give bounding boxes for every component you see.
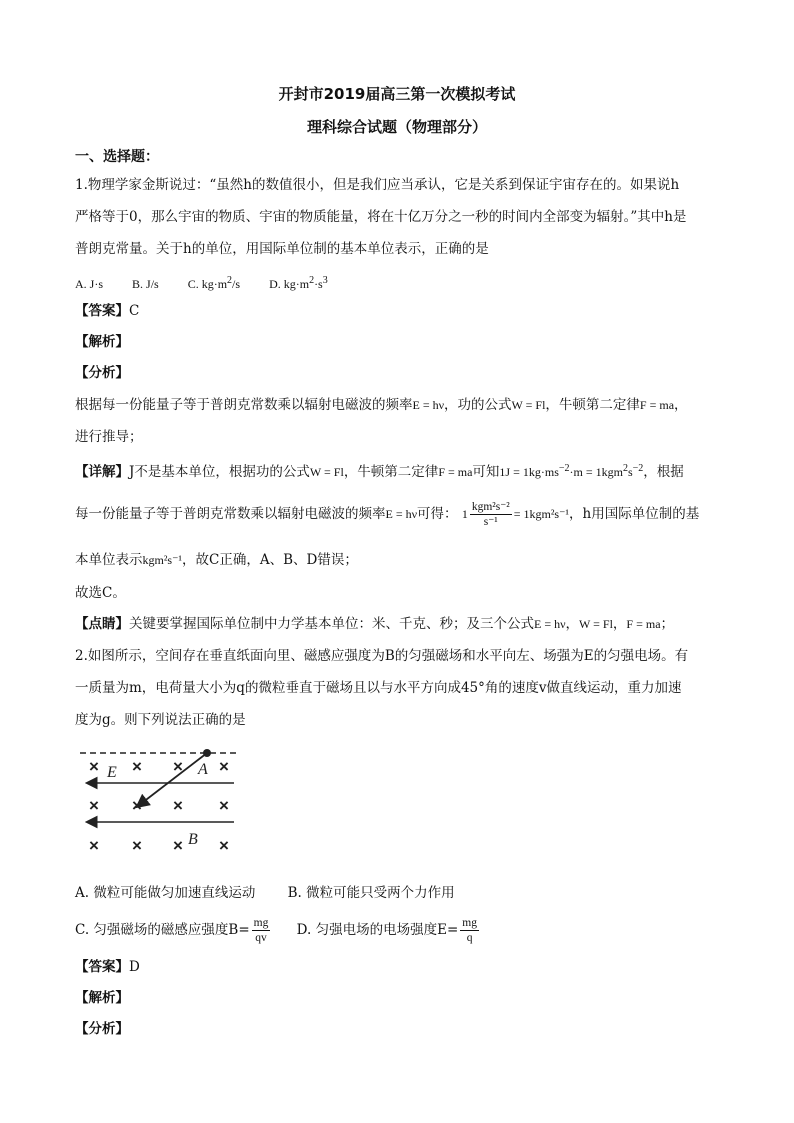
q1-unit-fraction: $\frac{\text{kgm²s⁻²}}{\text{s⁻¹}}$ xyxy=(471,501,510,528)
cross-mark: × xyxy=(89,836,99,855)
q1-conclusion: 故选C。 xyxy=(75,585,126,601)
q1-stem-line2: 严格等于0，那么宇宙的物质、宇宙的物质能量，将在十亿万分之一秒的时间内全部变为辐射。”其中h是 xyxy=(75,209,687,225)
q2-analysis-tag: 【解析】 xyxy=(75,990,129,1006)
q1-option-c: C. $kg\cdot m^2/s$ xyxy=(187,275,241,291)
exam-subtitle: 理科综合试题（物理部分） xyxy=(306,118,487,136)
q1-fenxi-tag: 【分析】 xyxy=(75,365,129,381)
q2-option-b: B. 微粒可能只受两个力作用 xyxy=(287,885,455,901)
q1-detail-line1: 【详解】J不是基本单位，根据功的公式W = Fl，牛顿第二定律F = ma可知$1J = 1kg\cdot ms^{-2}\cdot m = 1kgm^2s^{-2}$，根据 xyxy=(75,463,684,480)
q2-stem-line3: 度为g。则下列说法正确的是 xyxy=(75,712,246,728)
cross-mark: × xyxy=(132,757,142,776)
section-heading: 一、选择题： xyxy=(75,149,159,165)
q2-options-row2 xyxy=(75,916,481,945)
q1-option-b: B. J/s xyxy=(132,277,159,291)
q1-fenxi-line2: 进行推导； xyxy=(75,429,143,445)
cross-mark: × xyxy=(173,757,183,776)
q1-option-d: D. $kg\cdot m^2\cdot s^3$ xyxy=(269,275,328,291)
cross-mark: × xyxy=(219,796,229,815)
q1-answer: 【答案】C xyxy=(75,303,140,319)
cross-mark: × xyxy=(219,757,229,776)
q1-option-a: A. J·s xyxy=(75,277,104,291)
cross-mark: × xyxy=(89,796,99,815)
cross-mark: × xyxy=(173,796,183,815)
q1-detail-line3: 本单位表示kgm²s⁻¹，故C正确，A、B、D错误； xyxy=(75,552,358,568)
cross-mark: × xyxy=(219,836,229,855)
q2-stem-line2: 一质量为m，电荷量大小为q的微粒垂直于磁场且以与水平方向成45°角的速度v做直线运动，重力加速 xyxy=(75,680,682,696)
q2-option-c: C. 匀强磁场的磁感应强度B= $\frac{mg}{qv}$ xyxy=(75,917,269,944)
q1-stem-line3: 普朗克常量。关于h的单位，用国际单位制的基本单位表示，正确的是 xyxy=(75,241,489,257)
q2-stem-line1: 2.如图所示，空间存在垂直纸面向里、磁感应强度为B的匀强磁场和水平向左、场强为E的匀强电场。有 xyxy=(75,648,689,664)
q1-options xyxy=(75,272,328,293)
q1-comment: 【点睛】关键要掌握国际单位制中力学基本单位：米、千克、秒；及三个公式E = hν，W = Fl，F = ma； xyxy=(75,616,675,632)
label-a: A xyxy=(198,761,208,778)
cross-mark: × xyxy=(132,796,142,815)
exam-title: 开封市2019届高三第一次模拟考试 xyxy=(278,85,516,103)
field-diagram xyxy=(80,745,240,863)
q2-options-row1 xyxy=(75,884,455,902)
q1-stem-line1: 1.物理学家金斯说过：“虽然h的数值很小，但是我们应当承认，它是关系到保证宇宙存在的。如果说h xyxy=(75,177,680,193)
label-e: E xyxy=(107,764,117,781)
cross-mark: × xyxy=(132,836,142,855)
q2-option-a: A. 微粒可能做匀加速直线运动 xyxy=(75,885,256,901)
q1-analysis-tag: 【解析】 xyxy=(75,334,129,350)
cross-mark: × xyxy=(89,757,99,776)
label-b: B xyxy=(188,831,198,848)
q2-fenxi-tag: 【分析】 xyxy=(75,1021,129,1037)
q1-fenxi-line1: 根据每一份能量子等于普朗克常数乘以辐射电磁波的频率E = hν，功的公式W = Fl，牛顿第二定律F = ma， xyxy=(75,397,688,413)
q1-detail-line2: 每一份能量子等于普朗克常数乘以辐射电磁波的频率E = hν可得： 1 $\frac{\text{kgm²s⁻²}}{\text{s⁻¹}}$ = 1kgm²s⁻¹，h用国际单位制的基 xyxy=(75,501,700,528)
cross-mark: × xyxy=(173,836,183,855)
q2-answer: 【答案】D xyxy=(75,959,140,975)
q2-option-d: D. 匀强电场的电场强度E= $\frac{mg}{q}$ xyxy=(296,917,477,944)
